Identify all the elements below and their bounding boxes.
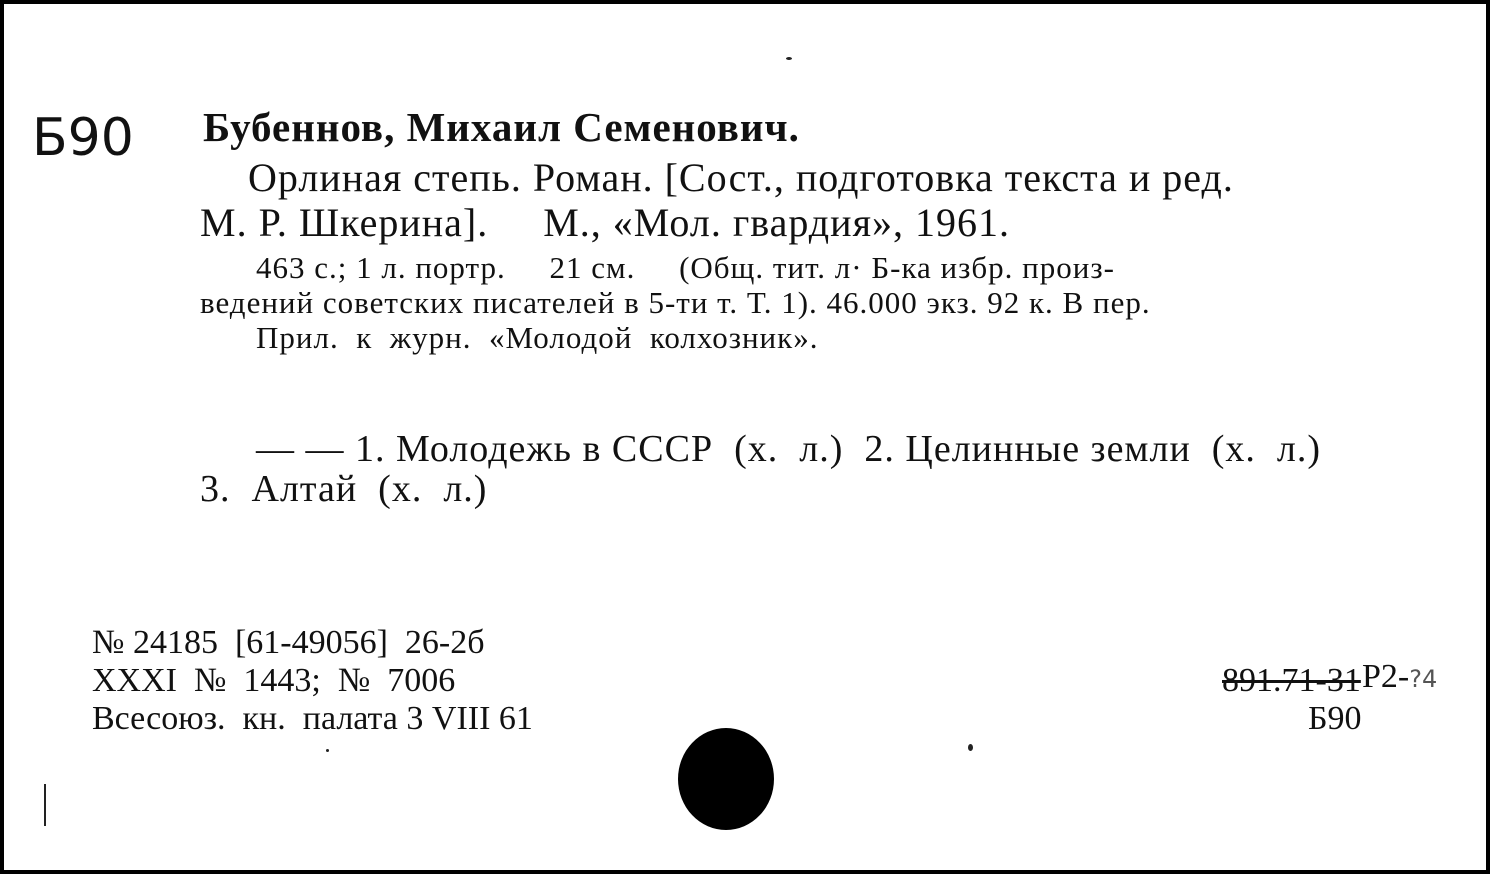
description-line-1: 463 с.; 1 л. портр. 21 см. (Общ. тит. л· Б-ка избр. произ- <box>256 250 1115 285</box>
record-line-2: XXXI № 1443; № 7006 <box>92 662 456 699</box>
classification-line-3: Б90 <box>1308 700 1362 737</box>
description-line-2: ведений советских писателей в 5-ти т. Т. 1). 46.000 экз. 92 к. В пер. <box>200 285 1151 320</box>
description-line-3: Прил. к журн. «Молодой колхозник». <box>256 320 819 355</box>
subject-line-2: 3. Алтай (х. л.) <box>200 468 488 510</box>
subject-line-1: — — 1. Молодежь в СССР (х. л.) 2. Целинные земли (х. л.) <box>256 428 1322 470</box>
edge-mark <box>44 784 46 826</box>
punch-hole <box>678 728 774 830</box>
record-line-3: Всесоюз. кн. палата 3 VIII 61 <box>92 700 533 737</box>
speck-mark <box>786 57 792 60</box>
classification-code: Р2- <box>1362 658 1410 695</box>
speck-mark <box>968 744 973 751</box>
title-line-1: Орлиная степь. Роман. [Сост., подготовка текста и ред. <box>248 155 1234 200</box>
classification-line-2: 891.71-31 <box>1222 662 1361 699</box>
call-number: Б90 <box>32 108 134 168</box>
record-line-1: № 24185 [61-49056] 26-2б <box>92 624 485 661</box>
speck-mark <box>326 749 329 752</box>
classification-handwritten-suffix: ?4 <box>1409 665 1438 693</box>
title-line-2: М. Р. Шкерина]. М., «Мол. гвардия», 1961. <box>200 200 1010 245</box>
author-heading: Бубеннов, Михаил Семенович. <box>203 104 800 150</box>
